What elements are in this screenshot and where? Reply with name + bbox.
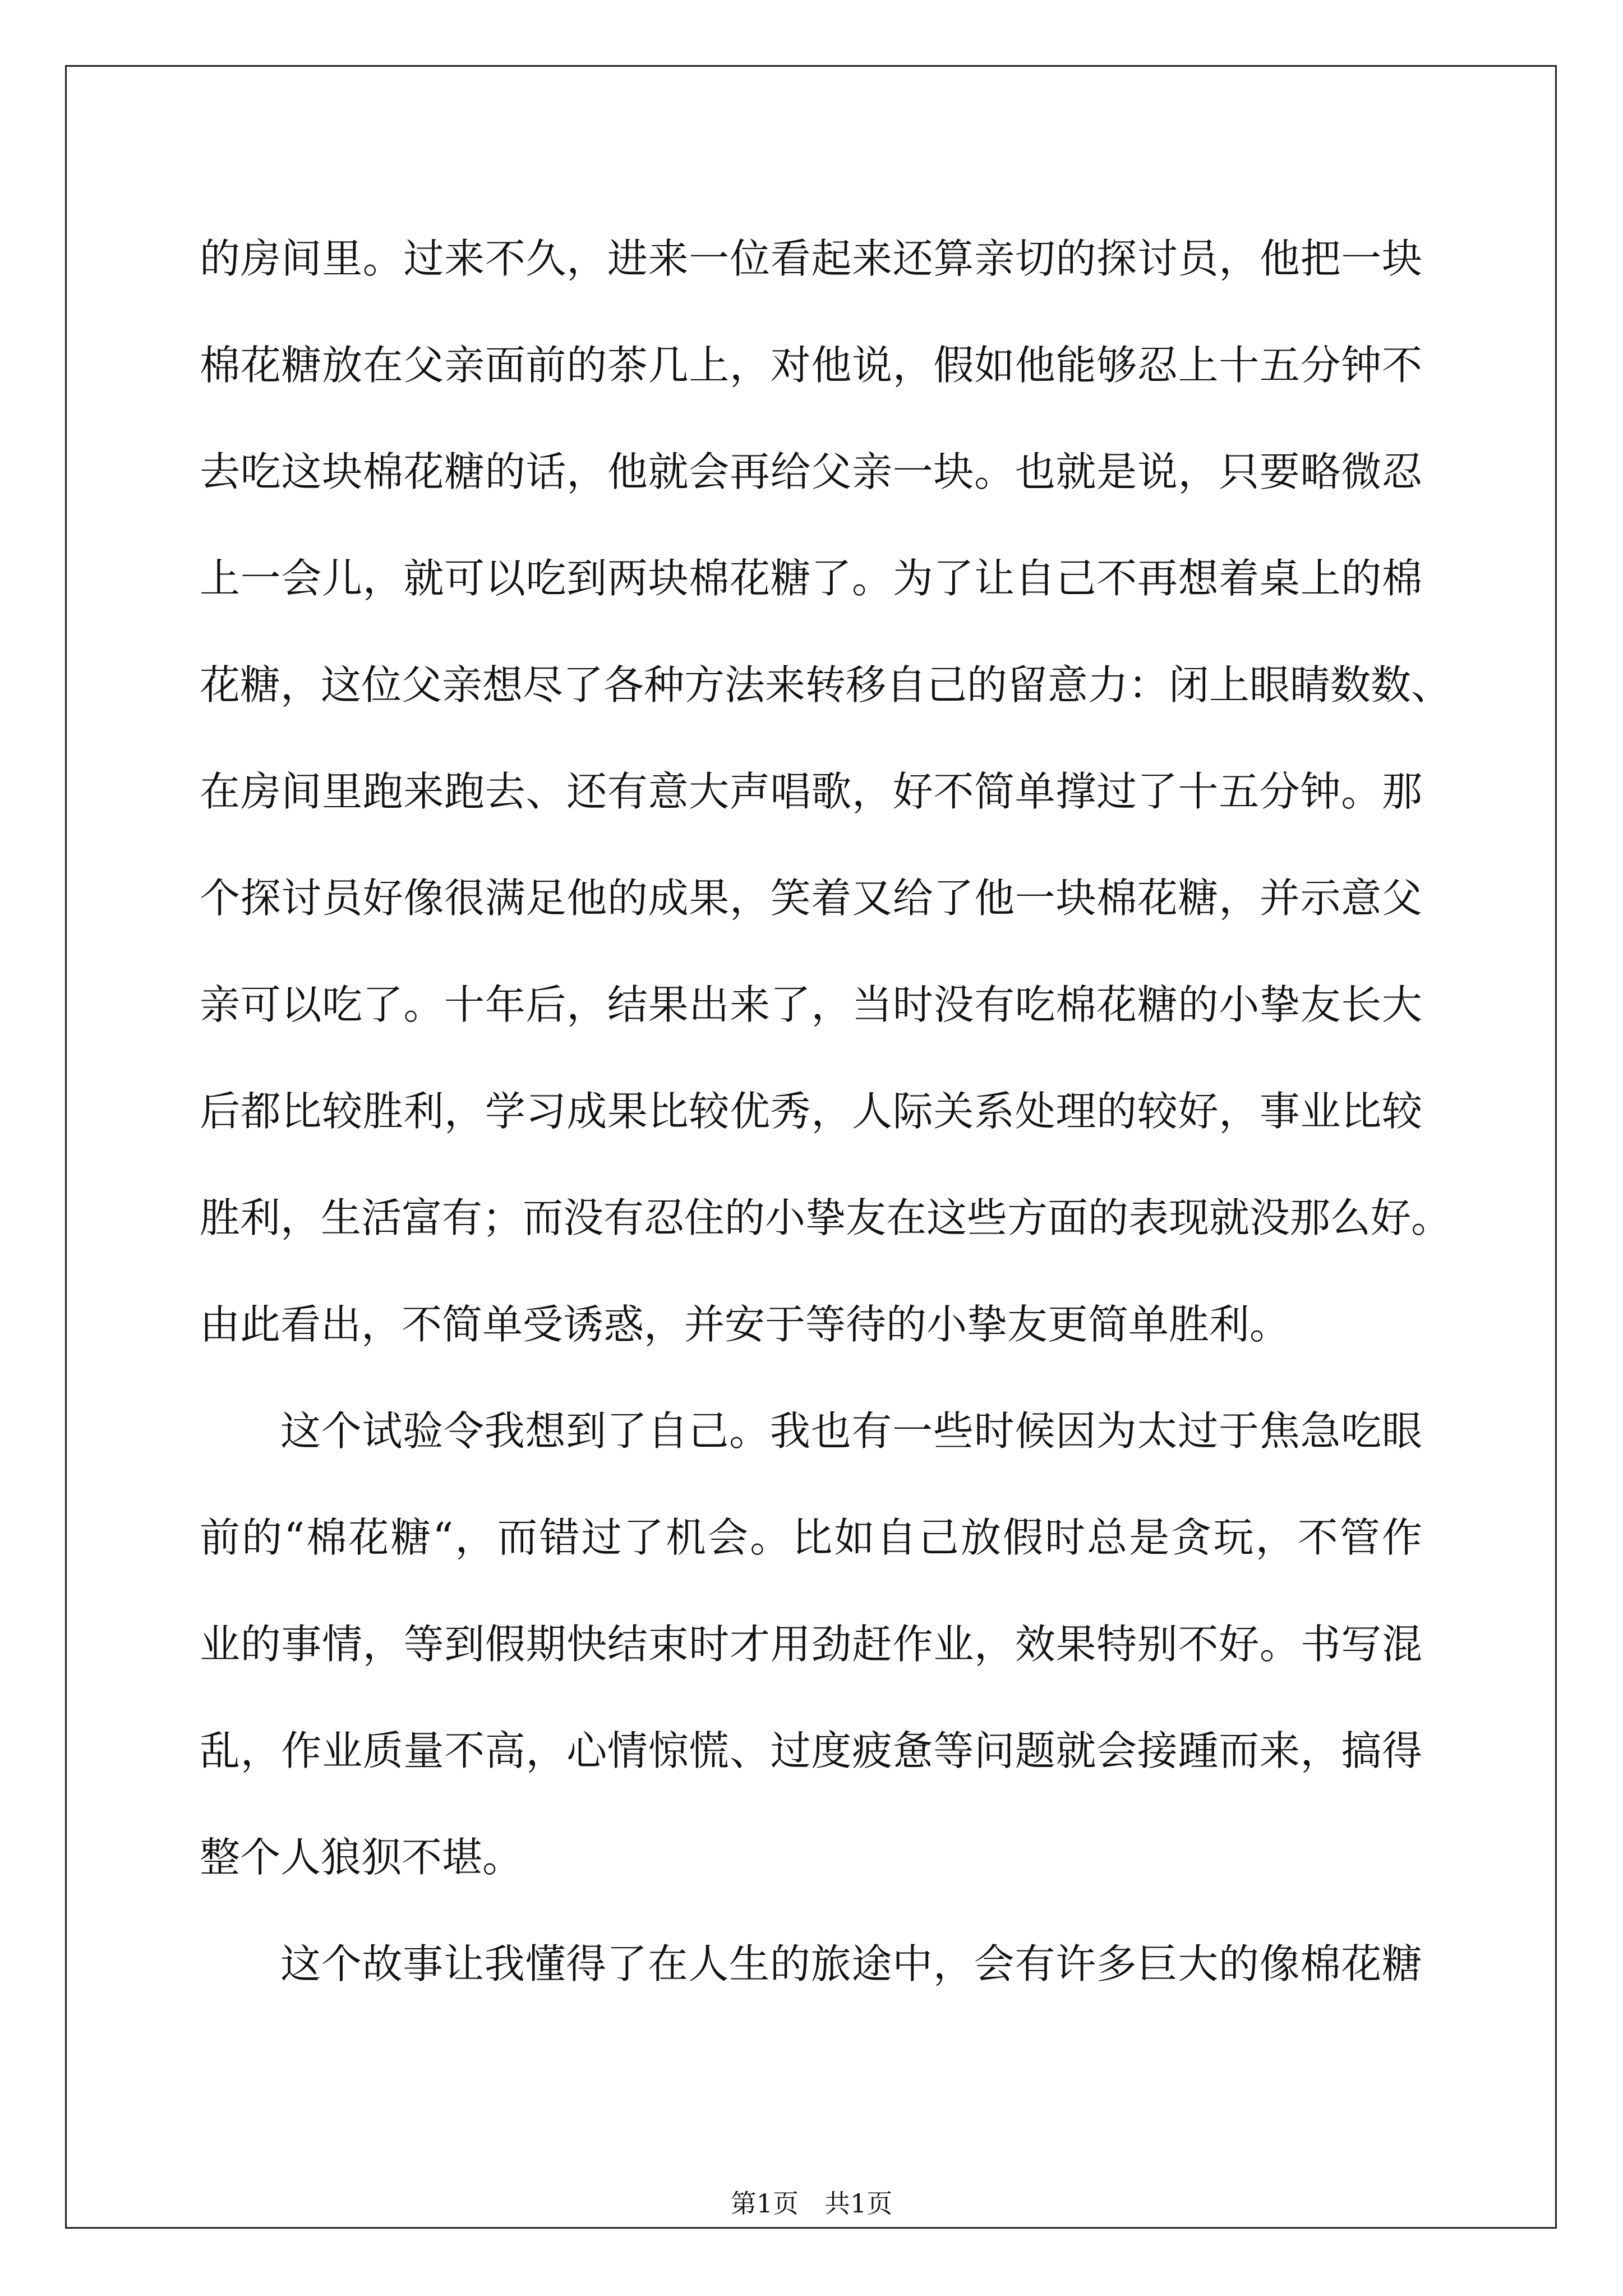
text-line: 的房间里。过来不久，进来一位看起来还算亲切的探讨员，他把一块 <box>200 235 1422 282</box>
paragraph-first-line: 这个故事让我懂得了在人生的旅途中，会有许多巨大的像棉花糖 <box>280 1940 1422 1987</box>
page-footer: 第1页 共1页 <box>730 2188 893 2219</box>
document-body <box>200 205 1452 2017</box>
text-line: 胜利，生活富有；而没有忍住的小挚友在这些方面的表现就没那么好。 <box>200 1194 1452 1241</box>
text-line: 业的事情，等到假期快结束时才用劲赶作业，效果特别不好。书写混 <box>200 1621 1422 1668</box>
text-line: 后都比较胜利，学习成果比较优秀，人际关系处理的较好，事业比较 <box>200 1088 1422 1135</box>
text-line: 亲可以吃了。十年后，结果出来了，当时没有吃棉花糖的小挚友长大 <box>200 981 1422 1028</box>
text-line: 棉花糖放在父亲面前的茶几上，对他说，假如他能够忍上十五分钟不 <box>200 342 1422 389</box>
text-line: 前的“棉花糖“，而错过了机会。比如自己放假时总是贪玩，不管作 <box>200 1514 1422 1561</box>
text-line: 整个人狼狈不堪。 <box>200 1834 523 1881</box>
text-line: 上一会儿，就可以吃到两块棉花糖了。为了让自己不再想着桌上的棉 <box>200 555 1422 602</box>
text-line: 去吃这块棉花糖的话，他就会再给父亲一块。也就是说，只要略微忍 <box>200 448 1422 495</box>
paragraph-first-line: 这个试验令我想到了自己。我也有一些时候因为太过于焦急吃眼 <box>280 1407 1422 1455</box>
text-line: 由此看出，不简单受诱惑，并安于等待的小挚友更简单胜利。 <box>200 1301 1290 1348</box>
text-line: 个探讨员好像很满足他的成果，笑着又给了他一块棉花糖，并示意父 <box>200 875 1422 922</box>
text-line: 乱，作业质量不高，心情惊慌、过度疲惫等问题就会接踵而来，搞得 <box>200 1727 1422 1774</box>
text-line: 花糖，这位父亲想尽了各种方法来转移自己的留意力：闭上眼睛数数、 <box>200 661 1452 708</box>
text-line: 在房间里跑来跑去、还有意大声唱歌，好不简单撑过了十五分钟。那 <box>200 768 1422 815</box>
